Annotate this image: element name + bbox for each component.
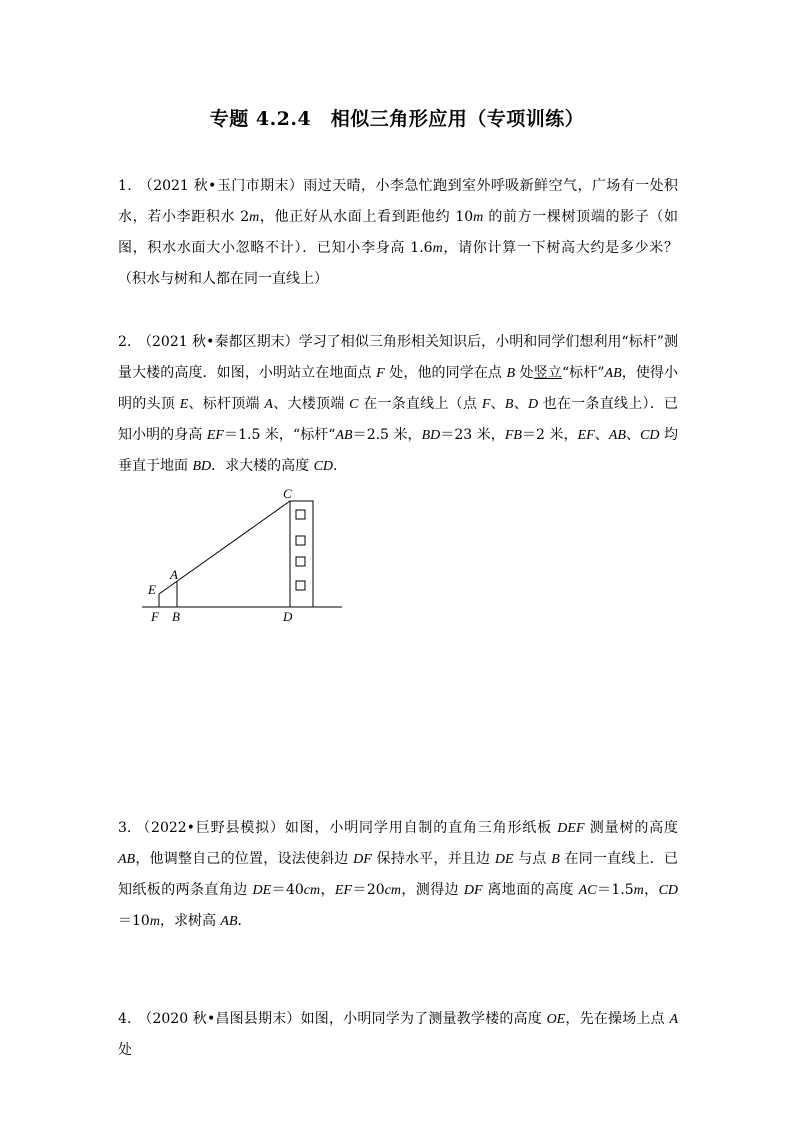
question-source: （2021 秋•秦都区期末） <box>144 334 299 350</box>
building-window <box>296 581 305 590</box>
question-number: 1． <box>118 178 142 194</box>
label-e: E <box>148 582 156 597</box>
question-number: 2． <box>118 334 141 350</box>
question-number: 4． <box>118 1011 142 1027</box>
question-2: 2． （2021 秋•秦都区期末）学习了相似三角形相关知识后，小明和同学们想利用“标杆”测量大楼的高度．如图，小明站立在地面点 F 处，他的同学在点 B 处竖立“标杆”AB，使得小明的头顶 E、标杆顶端 A、大楼顶端 C 在一条直线上（点 F、B、D 也在一条直线上）．已知小明的身高 EF＝1.5 米，“标杆“AB＝2.5 米，BD＝23 米，FB＝2 米，EF、AB、CD 均垂直于地面 BD．求大楼的高度 CD． <box>118 334 679 474</box>
question-source: （2022•巨野县模拟） <box>135 820 285 836</box>
question-number: 3. <box>118 820 132 836</box>
building-window <box>296 536 305 545</box>
label-b: B <box>172 609 180 624</box>
label-f: F <box>151 609 159 624</box>
question-source: （2020 秋•昌图县期末） <box>145 1011 301 1027</box>
label-d: D <box>283 609 293 624</box>
question-source: （2021 秋•玉门市期末） <box>145 178 304 194</box>
page-title: 专题 4.2.4 相似三角形应用（专项训练） <box>209 108 585 130</box>
label-a: A <box>170 567 178 582</box>
question-3: 3. （2022•巨野县模拟）如图，小明同学用自制的直角三角形纸板 DEF 测量树的高度 AB，他调整自己的位置，设法使斜边 DF 保持水平，并且边 DE 与点 B 在同一直线上．已知纸板的两条直角边 DE＝40cm，EF＝20cm，测得边 DF 离地面的高度 AC＝1.5m，CD＝10m，求树高 AB． <box>118 820 679 929</box>
building-window <box>296 557 305 566</box>
building-rect <box>290 501 313 607</box>
building-window <box>296 510 305 519</box>
building-measurement-figure <box>140 480 360 630</box>
question-4: 4． （2020 秋•昌图县期末）如图，小明同学为了测量教学楼的高度 OE，先在操场上点 A 处 <box>118 1011 678 1058</box>
label-c: C <box>283 486 292 501</box>
question-1: 1． （2021 秋•玉门市期末）雨过天晴，小李急忙跑到室外呼吸新鲜空气，广场有一处积水，若小李距积水 2m，他正好从水面上看到距他约 10m 的前方一棵树顶端的影子（如图，积水水面大小忽略不计）．已知小李身高 1.6m，请你计算一下树高大约是多少米？（积水与树和人都在同一直线上） <box>118 178 679 287</box>
sight-line-eac <box>159 501 290 594</box>
